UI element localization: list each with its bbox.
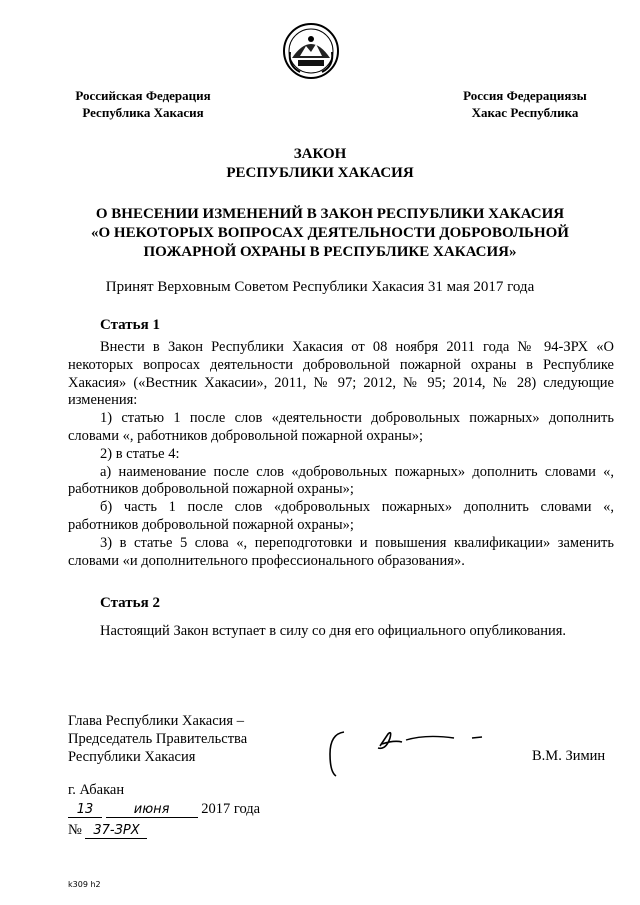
header-right-line2: Хакас Республика (471, 105, 579, 120)
header-right-line1: Россия Федерациязы (463, 88, 587, 103)
article1-paragraph: б) часть 1 после слов «добровольных пожарных» дополнить словами «, работников добровольной пожарной охраны»; (68, 499, 614, 533)
position-line1: Глава Республики Хакасия – (68, 713, 244, 729)
article1-paragraph: 3) в статье 5 слова «, переподготовки и повышения квалификации» заменить словами «и дополнительного профессионального образования». (68, 534, 614, 569)
signatory-position (68, 712, 247, 766)
article1-paragraph: а) наименование после слов «добровольных пожарных» дополнить словами «, работников добровольной пожарной охраны»; (68, 463, 614, 498)
position-line3: Республики Хакасия (68, 749, 196, 765)
header-right (445, 87, 605, 121)
article2-text: Настоящий Закон вступает в силу со дня его официального опубликования. (100, 623, 567, 639)
doc-issuer-title: РЕСПУБЛИКИ ХАКАСИЯ (226, 165, 414, 181)
date-row (68, 801, 260, 818)
coat-of-arms-emblem (282, 22, 340, 80)
doc-type-title: ЗАКОН (293, 146, 347, 162)
article1-body (68, 339, 614, 570)
law-number-row (68, 822, 147, 839)
header-left-line1: Российская Федерация (75, 88, 211, 103)
date-month: июня (106, 802, 198, 818)
article1-paragraph: 1) статью 1 после слов «деятельности добровольных пожарных» дополнить словами «, работников добровольной пожарной охраны»; (68, 410, 614, 444)
city: г. Абакан (68, 782, 125, 798)
subtitle-line2: «О НЕКОТОРЫХ ВОПРОСАХ ДЕЯТЕЛЬНОСТИ ДОБРОВОЛЬНОЙ (91, 225, 569, 241)
law-subtitle (60, 205, 600, 262)
subtitle-line1: О ВНЕСЕНИИ ИЗМЕНЕНИЙ В ЗАКОН РЕСПУБЛИКИ ХАКАСИЯ (95, 206, 565, 222)
signatory-name: В.М. Зимин (532, 748, 606, 764)
number-prefix: № (68, 822, 82, 838)
subtitle-line3: ПОЖАРНОЙ ОХРАНЫ В РЕСПУБЛИКЕ ХАКАСИЯ» (143, 244, 517, 260)
date-day: 13 (68, 802, 102, 818)
position-line2: Председатель Правительства (68, 731, 248, 747)
footer-code: k309 h2 (68, 880, 101, 889)
adoption-line: Принят Верховным Советом Республики Хакасия 31 мая 2017 года (105, 279, 535, 295)
article2-heading: Статья 2 (100, 595, 160, 611)
article1-paragraph: Внести в Закон Республики Хакасия от 08 ноября 2011 года № 94-ЗРХ «О некоторых вопросах деятельности добровольной пожарной охраны в Республике Хакасия» («Вестник Хакасии», 2011, № 97; 2012, № 95; 2014, № 28) следующие изменения: (68, 339, 614, 409)
date-year: 2017 года (201, 801, 261, 817)
law-number: 37-ЗРХ (85, 823, 147, 839)
article1-heading: Статья 1 (100, 317, 160, 333)
header-left-line2: Республика Хакасия (82, 105, 204, 120)
header-left (58, 87, 228, 121)
article1-paragraph: 2) в статье 4: (100, 445, 180, 462)
handwritten-signature (322, 720, 492, 782)
